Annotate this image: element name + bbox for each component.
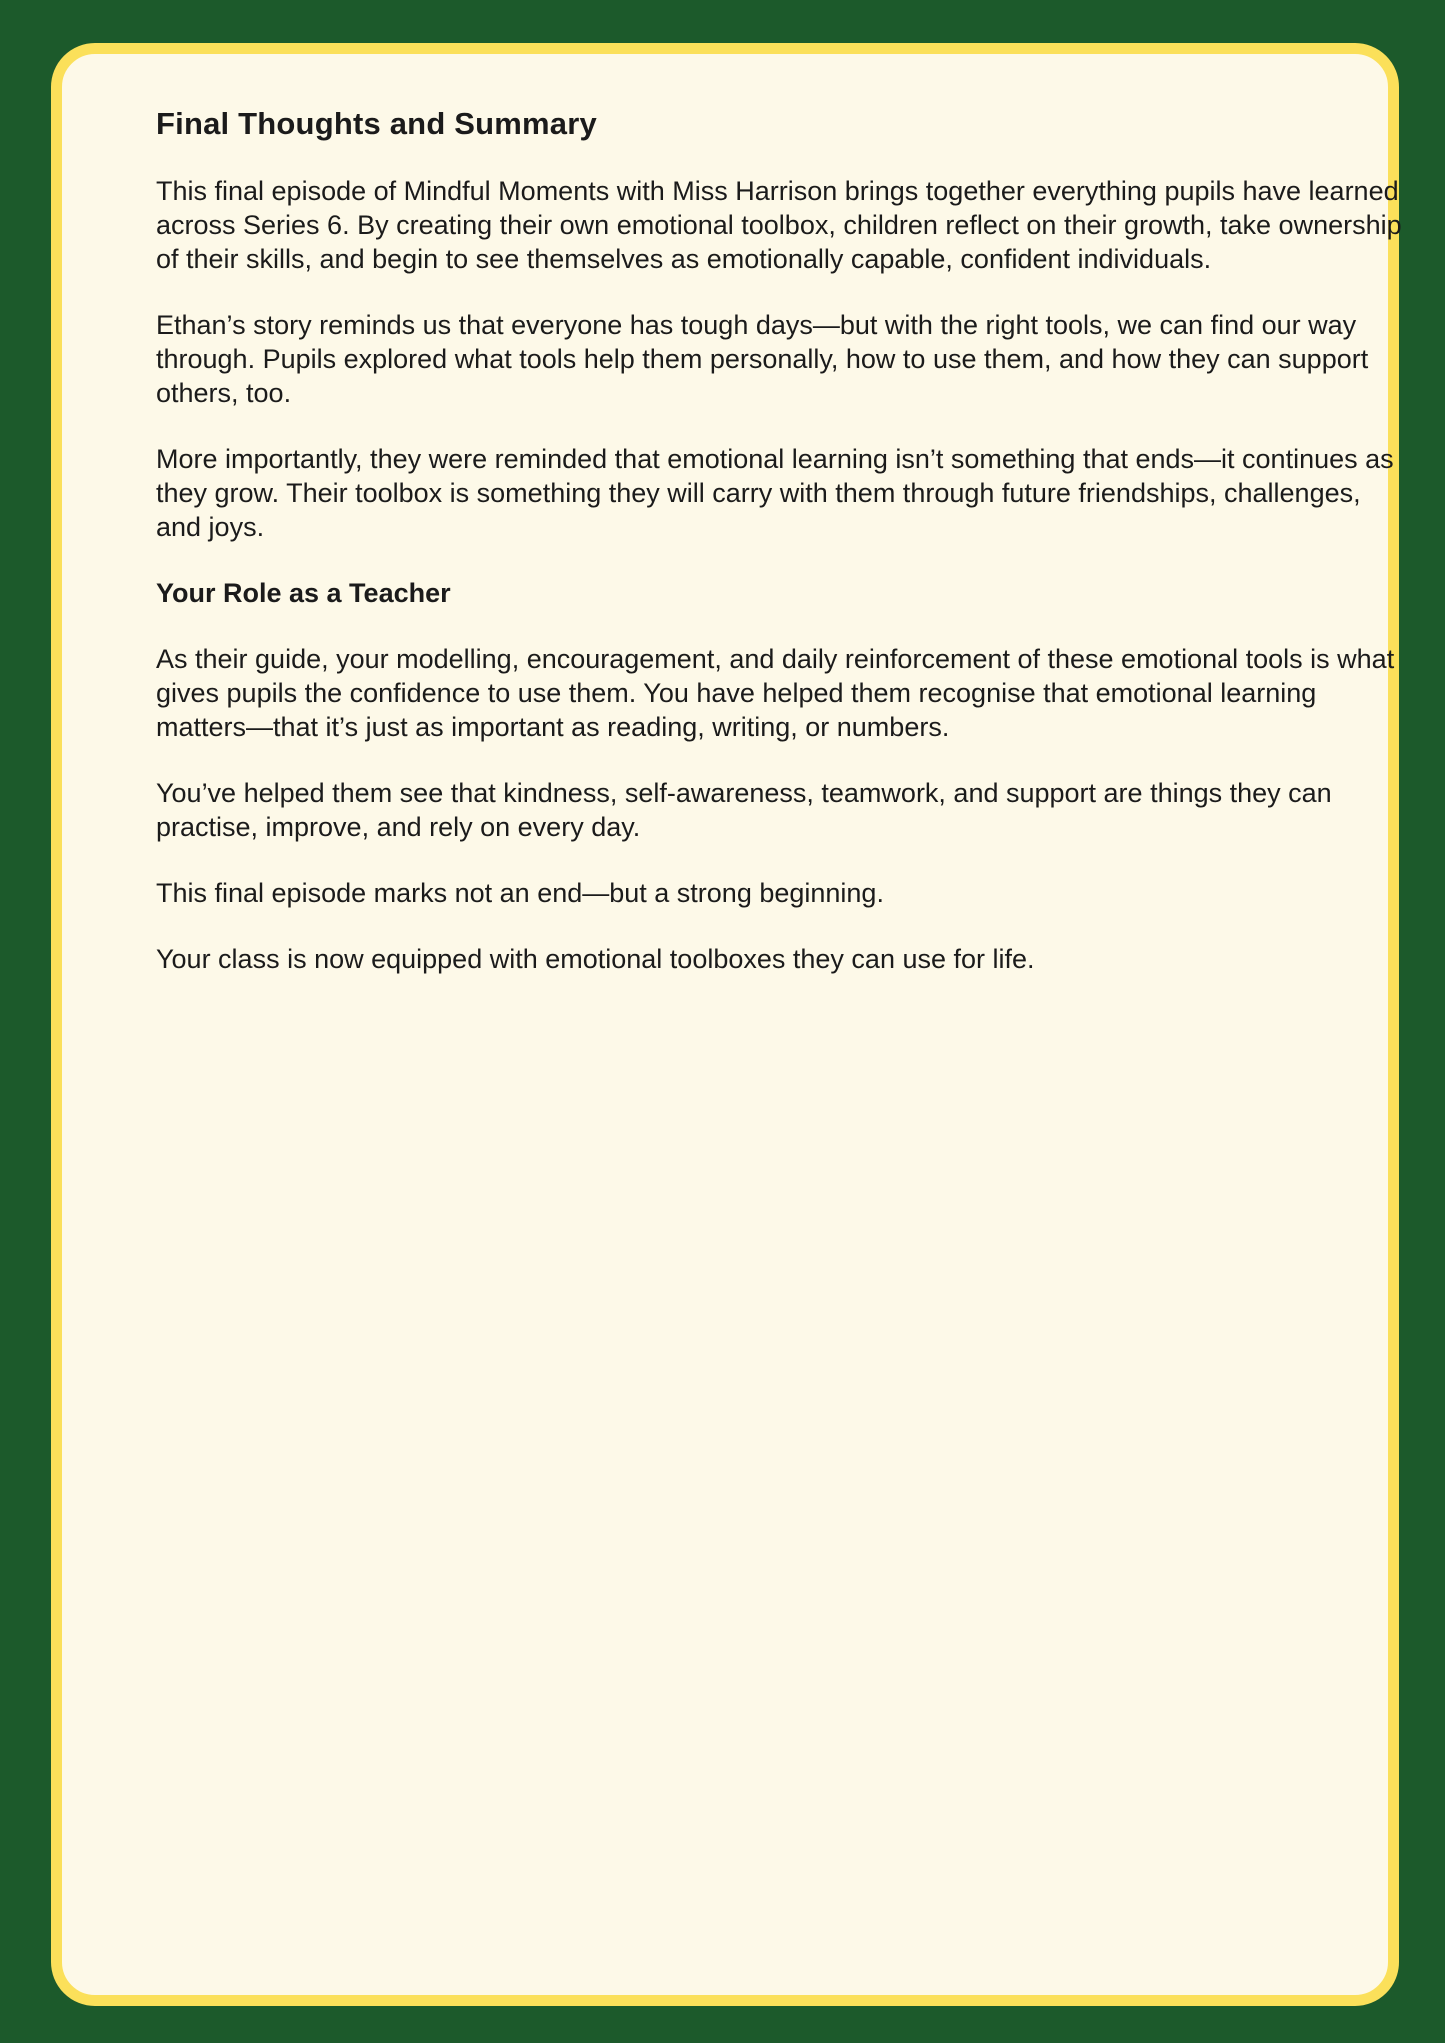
role-paragraph: Your class is now equipped with emotional toolboxes they can use for life. <box>156 944 1035 974</box>
summary-paragraph: This final episode of Mindful Moments with Miss Harrison brings together everything pupils have learned across Series 6. By creating their own emotional toolbox, children reflect on their growth, take ownership of their skills, and begin to see themselves as emotionally capable, confident individuals. <box>156 176 1402 274</box>
summary-paragraph: More importantly, they were reminded that emotional learning isn’t something that ends—it continues as they grow. Their toolbox is something they will carry with them through future friendships, challenges, and joys. <box>156 444 1394 542</box>
role-paragraph: You’ve helped them see that kindness, self-awareness, teamwork, and support are things they can practise, improve, and rely on every day. <box>156 778 1332 842</box>
summary-paragraph: Ethan’s story reminds us that everyone has tough days—but with the right tools, we can find our way through. Pupils explored what tools help them personally, how to use them, and how they can support others, too. <box>156 310 1369 408</box>
role-paragraph: This final episode marks not an end—but a strong beginning. <box>156 878 884 908</box>
role-paragraph: As their guide, your modelling, encouragement, and daily reinforcement of these emotional tools is what gives pupils the confidence to use them. You have helped them recognise that emotional learning matters—that it’s just as important as reading, writing, or numbers. <box>156 644 1395 742</box>
section-heading: Your Role as a Teacher <box>156 578 451 608</box>
document-card <box>51 43 1402 2006</box>
document-content <box>156 106 1410 976</box>
page-title: Final Thoughts and Summary <box>156 106 597 141</box>
